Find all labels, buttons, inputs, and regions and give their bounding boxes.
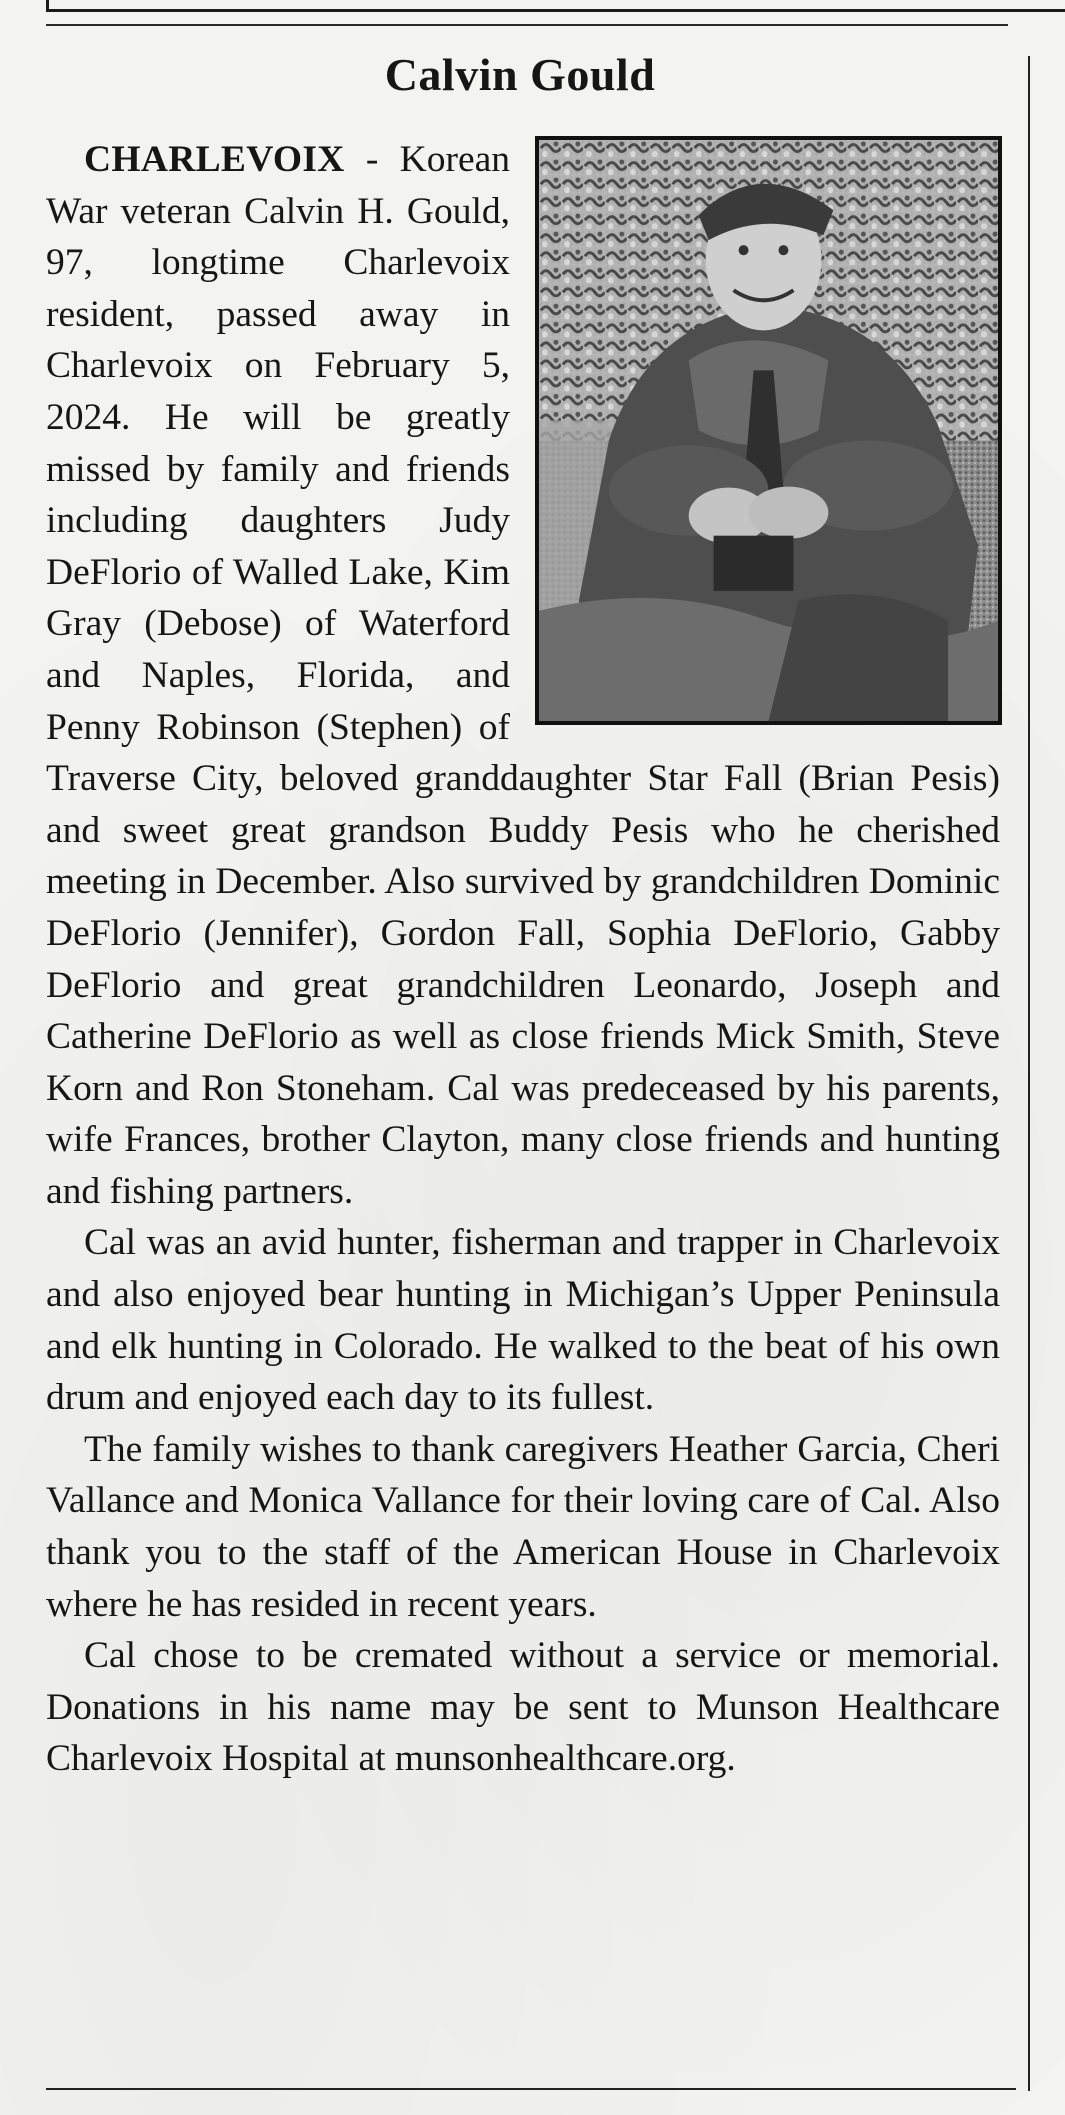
photo-wrap-spacer [510, 134, 1000, 734]
top-border-rule [46, 0, 1065, 12]
paragraph-1-text: - Korean War veteran Calvin H. Gould, 97, longtime Charlevoix resident, passed away in Charlevoix on February 5, 2024. He will be greatly missed by family and friends including daughters Judy DeFlorio of Walled Lake, Kim Gray (Debose) of Waterford and Naples, Florida, and Penny Robinson (Stephen) of Traverse City, beloved granddaughter Star Fall (Brian Pesis) and sweet great grandson Buddy Pesis who he cherished meeting in December. Also survived by grandchildren Dominic DeFlorio (Jennifer), Gordon Fall, Sophia DeFlorio, Gabby DeFlorio and great grandchildren Leonardo, Joseph and Catherine DeFlorio as well as close friends Mick Smith, Steve Korn and Ron Stoneham. Cal was predeceased by his parents, wife Frances, brother Clayton, many close friends and hunting and fishing partners. [46, 139, 1000, 1212]
paragraph-4: Cal chose to be cremated without a service or memorial. Donations in his name may be sent to Munson Healthcare Charlevoix Hospital at munsonhealthcare.org. [46, 1635, 1000, 1780]
paragraph-2: Cal was an avid hunter, fisherman and trapper in Charlevoix and also enjoyed bear hunting in Michigan’s Upper Peninsula and elk hunting in Colorado. He walked to the beat of his own drum and enjoyed each day to its fullest. [46, 1222, 1000, 1419]
paragraph-3: The family wishes to thank caregivers Heather Garcia, Cheri Vallance and Monica Vallance for their loving care of Cal. Also thank you to the staff of the American House in Charlevoix where he has resided in recent years. [46, 1428, 1000, 1625]
obituary-title: Calvin Gould [384, 49, 656, 100]
obituary-body [46, 134, 1000, 1785]
bottom-divider-rule [46, 2088, 1016, 2090]
dateline: CHARLEVOIX [84, 139, 345, 180]
top-divider-rule [46, 24, 1008, 26]
column-divider-rule [1028, 56, 1030, 2091]
